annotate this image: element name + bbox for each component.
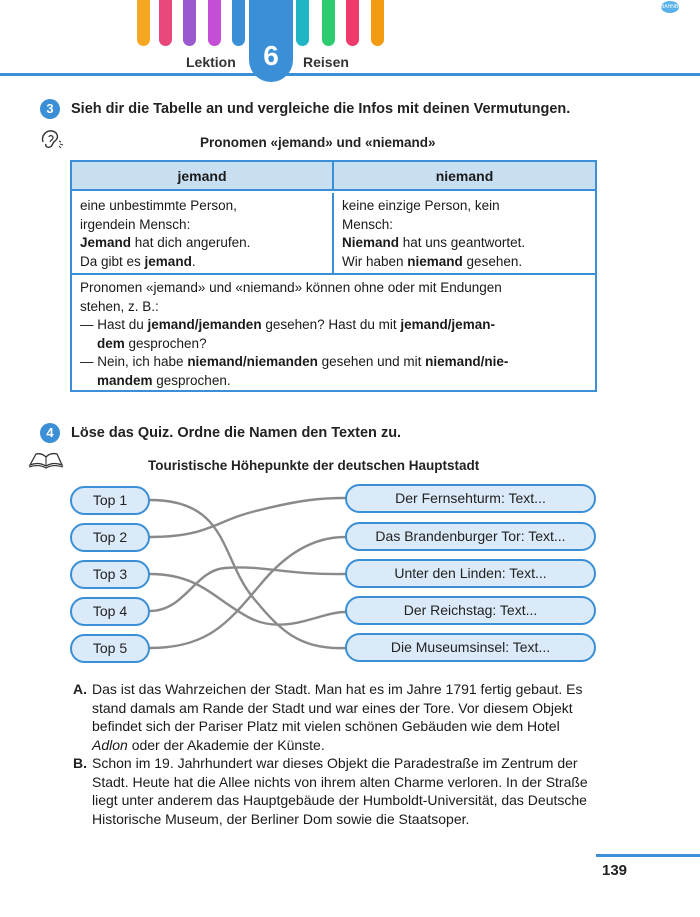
table-title: Pronomen «jemand» und «niemand» xyxy=(200,135,436,150)
column-header-niemand: niemand xyxy=(334,162,595,191)
top-5-box[interactable]: Top 5 xyxy=(70,634,150,663)
sight-museumsinsel-box[interactable]: Die Museumsinsel: Text... xyxy=(345,633,596,662)
top-1-box[interactable]: Top 1 xyxy=(70,486,150,515)
task-4-instruction: Löse das Quiz. Ordne die Namen den Texten zu. xyxy=(71,425,402,441)
note-intro: Pronomen «jemand» und «niemand» können ohne oder mit Endungen xyxy=(80,280,502,295)
cell-example: Da gibt es jemand. xyxy=(80,253,196,269)
top-3-box[interactable]: Top 3 xyxy=(70,560,150,589)
lesson-number: 6 xyxy=(263,40,279,71)
cell-line: irgendein Mensch: xyxy=(80,216,191,232)
passage-letter: A. xyxy=(73,681,87,697)
page-number: 139 xyxy=(602,862,628,879)
sight-reichstag-box[interactable]: Der Reichstag: Text... xyxy=(345,596,596,625)
cell-example: Niemand hat uns geantwortet. xyxy=(342,235,526,250)
cell-example: Jemand hat dich angerufen. xyxy=(80,235,251,250)
cell-line: eine unbestimmte Person, xyxy=(80,198,237,213)
topic-title: Reisen xyxy=(303,54,349,70)
quiz-title: Touristische Höhepunkte der deutschen Hauptstadt xyxy=(148,458,480,473)
passage-b: B. Schon im 19. Jahrhundert war dieses Objekt die Paradestraße im Zentrum der Stadt. Heute hat die Allee nichts von ihrem alten Charme verloren. In der Straße liegt unter anderem das Hauptgebäude der Humboldt-Universität, das Deutsche Historische Museum, der Berliner Dom sowie die Staatsoper. xyxy=(73,755,588,827)
reading-passages xyxy=(73,680,598,828)
lektion-label: Lektion xyxy=(186,54,236,70)
note-example-1: — Hast du jemand/jemanden gesehen? Hast du mit jemand/jeman- dem gesprochen? xyxy=(80,317,495,351)
sight-fernsehturm-box[interactable]: Der Fernsehturm: Text... xyxy=(345,484,596,513)
top-4-box[interactable]: Top 4 xyxy=(70,597,150,626)
column-header-jemand: jemand xyxy=(72,162,334,191)
task-4-number: 4 xyxy=(40,423,60,443)
sight-unter-den-linden-box[interactable]: Unter den Linden: Text... xyxy=(345,559,596,588)
note-intro: stehen, z. B.: xyxy=(80,298,159,314)
note-example-2: — Nein, ich habe niemand/niemanden gesehen und mit niemand/nie- mandem gesprochen. xyxy=(80,354,509,388)
task-3-instruction: Sieh dir die Tabelle an und vergleiche die Infos mit deinen Vermutungen. xyxy=(71,101,571,117)
publisher-logo-icon: BAHNBOOK xyxy=(661,1,679,13)
task-3-number: 3 xyxy=(40,99,60,119)
sight-brandenburger-tor-box[interactable]: Das Brandenburger Tor: Text... xyxy=(345,522,596,551)
cell-line: keine einzige Person, kein xyxy=(342,198,500,213)
connector-line xyxy=(150,537,345,648)
cell-example: Wir haben niemand gesehen. xyxy=(342,253,523,269)
cell-line: Mensch: xyxy=(342,216,394,232)
passage-a: A. Das ist das Wahrzeichen der Stadt. Man hat es im Jahre 1791 fertig gebaut. Es stand damals am Rande der Stadt und war eines der Tore. Vor diesem Objekt befindet sich der Pariser Platz mit vielen schönen Gebäuden wie dem Hotel Adlon oder der Akademie der Künste. xyxy=(73,681,583,753)
passage-letter: B. xyxy=(73,755,87,771)
footer-rule xyxy=(596,854,700,857)
top-2-box[interactable]: Top 2 xyxy=(70,523,150,552)
